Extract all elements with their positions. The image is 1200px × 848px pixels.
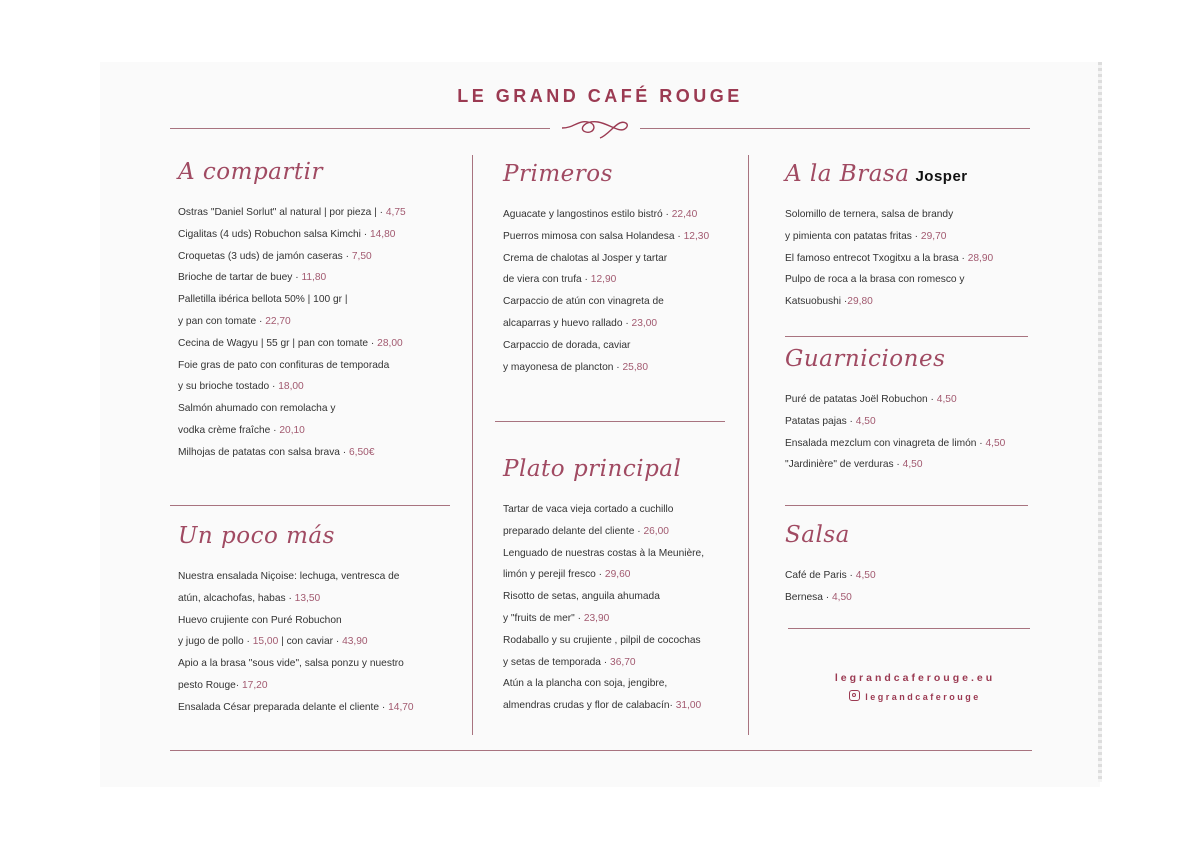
menu-item <box>178 224 406 246</box>
menu-item <box>503 204 709 226</box>
item-text: Carpaccio de atún con vinagreta de <box>503 296 664 308</box>
item-text: Ensalada César preparada delante el cliente · <box>178 701 389 713</box>
section-salsa <box>785 515 876 609</box>
flourish-ornament <box>560 116 634 142</box>
section-rule <box>785 505 1028 506</box>
item-price: 11,80 <box>301 272 327 284</box>
item-price: 13,50 <box>294 592 321 604</box>
item-text: y pan con tomate · <box>178 315 266 327</box>
instagram-text: legrandcaferouge <box>865 692 981 702</box>
item-text: Foie gras de pato con confituras de temporada <box>178 359 390 371</box>
item-text: El famoso entrecot Txogitxu a la brasa · <box>785 252 968 264</box>
menu-item <box>785 433 1005 455</box>
menu-item <box>178 442 406 464</box>
header-rule-right <box>640 128 1030 129</box>
menu-item <box>178 267 406 289</box>
item-price: 29,80 <box>847 296 873 308</box>
menu-item <box>178 289 406 311</box>
item-text: pesto Rouge· <box>178 679 242 691</box>
item-price: 17,20 <box>242 679 268 691</box>
section-rule <box>785 336 1028 337</box>
item-text: y mayonesa de plancton · <box>503 361 623 373</box>
item-price: 31,00 <box>675 700 702 712</box>
item-text: Huevo crujiente con Puré Robuchon <box>178 614 342 626</box>
item-text: Palletilla ibérica bellota 50% | 100 gr | <box>178 294 348 306</box>
item-price: 29,60 <box>604 569 631 581</box>
menu-item <box>785 204 993 226</box>
section-heading: Primeros <box>503 161 613 187</box>
item-text: Cecina de Wagyu | 55 gr | pan con tomate · <box>178 337 378 349</box>
menu-item <box>178 610 414 632</box>
menu-item <box>503 291 709 313</box>
menu-item <box>503 499 704 521</box>
menu-item <box>785 389 1005 411</box>
item-text: preparado delante del cliente · <box>503 525 644 537</box>
item-text: vodka crème fraîche · <box>178 424 280 436</box>
item-text: Puré de patatas Joël Robuchon · <box>785 394 937 405</box>
menu-item <box>178 420 406 442</box>
menu-item <box>503 313 709 335</box>
menu-item <box>178 631 414 653</box>
section-heading: Plato principal <box>503 456 682 482</box>
menu-item <box>503 695 704 717</box>
item-text: Nuestra ensalada Niçoise: lechuga, ventresca de <box>178 571 400 582</box>
menu-item <box>503 521 704 543</box>
menu-item <box>785 454 1005 476</box>
item-text: Patatas pajas · <box>785 415 856 427</box>
item-price: 26,00 <box>643 525 669 537</box>
section-rule <box>495 421 725 422</box>
item-text: Bernesa · <box>785 591 832 603</box>
item-price: 28,00 <box>377 337 403 349</box>
menu-item <box>785 291 993 313</box>
section-primeros <box>503 154 709 378</box>
item-price: 20,10 <box>279 424 305 436</box>
menu-item <box>785 226 993 248</box>
item-price: 23,90 <box>583 612 610 624</box>
section-heading: Un poco más <box>178 523 335 549</box>
item-text: Salmón ahumado con remolacha y <box>178 403 336 415</box>
menu-item <box>178 202 406 224</box>
item-text: Crema de chalotas al Josper y tartar <box>503 252 668 264</box>
item-text: | con caviar · <box>278 636 343 648</box>
section-un-poco-mas <box>178 516 414 719</box>
item-price: 4,50 <box>936 394 957 405</box>
item-price: 14,80 <box>369 228 396 240</box>
item-price: 18,00 <box>278 381 304 393</box>
item-price: 12,90 <box>590 274 617 286</box>
item-text: Cigalitas (4 uds) Robuchon salsa Kimchi · <box>178 228 370 240</box>
section-heading: Guarniciones <box>785 346 946 372</box>
item-text: Brioche de tartar de buey · <box>178 272 302 284</box>
item-price: 25,80 <box>622 361 648 373</box>
section-a-la-brasa <box>785 154 993 313</box>
item-price: 43,90 <box>342 636 368 648</box>
section-plato-principal <box>503 449 704 717</box>
section-heading: Salsa <box>785 522 850 548</box>
item-text: Milhojas de patatas con salsa brava · <box>178 446 350 458</box>
menu-item <box>178 675 414 697</box>
menu-item <box>503 335 709 357</box>
item-text: Apio a la brasa "sous vide", salsa ponzu y nuestro <box>178 658 404 670</box>
menu-item <box>178 246 406 268</box>
column-divider-1 <box>472 155 473 735</box>
menu-item <box>503 652 704 674</box>
item-price: 12,30 <box>683 230 710 242</box>
item-price: 29,70 <box>920 230 947 242</box>
menu-item <box>785 269 993 291</box>
menu-item <box>178 566 414 588</box>
item-text: Solomillo de ternera, salsa de brandy <box>785 209 954 220</box>
website-link[interactable]: legrandcaferouge.eu <box>834 672 996 684</box>
item-price: 36,70 <box>610 656 636 668</box>
item-price: 6,50€ <box>349 446 375 458</box>
instagram-icon <box>849 690 860 701</box>
section-guarniciones <box>785 339 1005 476</box>
menu-item <box>178 653 414 675</box>
menu-item <box>503 586 704 608</box>
menu-item <box>178 376 406 398</box>
josper-logo: Josper <box>915 168 968 185</box>
heading-text: A la Brasa <box>785 161 910 187</box>
menu-item <box>503 673 704 695</box>
item-text: Risotto de setas, anguila ahumada <box>503 591 660 603</box>
menu-item <box>178 355 406 377</box>
menu-item <box>503 564 704 586</box>
item-price: 22,40 <box>671 209 698 220</box>
item-price: 4,50 <box>855 415 876 427</box>
section-rule <box>788 628 1030 629</box>
menu-item <box>178 333 406 355</box>
item-price: 7,50 <box>351 250 372 262</box>
menu-item <box>503 630 704 652</box>
item-text: atún, alcachofas, habas · <box>178 592 295 604</box>
item-text: Carpaccio de dorada, caviar <box>503 339 631 351</box>
menu-item <box>785 248 993 270</box>
menu-item <box>785 411 1005 433</box>
item-price: 4,50 <box>832 591 852 603</box>
item-price: 15,00 <box>252 636 279 648</box>
column-divider-2 <box>748 155 749 735</box>
section-heading: A compartir <box>178 159 323 185</box>
footer-rule <box>170 750 1032 751</box>
item-text: Tartar de vaca vieja cortado a cuchillo <box>503 504 674 515</box>
item-text: Lenguado de nuestras costas à la Meunière, <box>503 547 705 559</box>
item-text: Puerros mimosa con salsa Holandesa · <box>503 230 684 242</box>
header-rule-left <box>170 128 550 129</box>
item-text: y su brioche tostado · <box>178 381 279 393</box>
item-text: y "fruits de mer" · <box>503 612 584 624</box>
item-text: Ensalada mezclum con vinagreta de limón · <box>785 437 986 449</box>
item-text: Ostras "Daniel Sorlut" al natural | por pieza | · <box>178 207 386 218</box>
menu-item <box>785 587 876 609</box>
item-text: alcaparras y huevo rallado · <box>503 317 632 329</box>
item-text: de viera con trufa · <box>503 274 591 286</box>
menu-item <box>503 357 709 379</box>
item-price: 4,50 <box>902 459 923 471</box>
item-text: Atún a la plancha con soja, jengibre, <box>503 678 668 690</box>
item-text: y jugo de pollo · <box>178 636 253 648</box>
item-price: 28,90 <box>967 252 994 264</box>
menu-item <box>178 398 406 420</box>
menu-item <box>785 565 876 587</box>
item-price: 22,70 <box>265 315 291 327</box>
instagram-handle[interactable] <box>790 690 1040 702</box>
menu-item <box>178 311 406 333</box>
item-price: 14,70 <box>388 701 414 713</box>
section-a-compartir <box>178 152 406 464</box>
item-text: Katsuobushi · <box>785 296 848 308</box>
item-text: y pimienta con patatas fritas · <box>785 230 921 242</box>
menu-item <box>178 588 414 610</box>
item-price: 23,00 <box>631 317 658 329</box>
item-text: Rodaballo y su crujiente , pilpil de cocochas <box>503 634 701 646</box>
item-text: "Jardinière" de verduras · <box>785 459 903 471</box>
section-rule <box>170 505 450 506</box>
menu-item <box>503 269 709 291</box>
item-text: Pulpo de roca a la brasa con romesco y <box>785 274 965 286</box>
menu-item <box>503 226 709 248</box>
item-text: almendras crudas y flor de calabacín· <box>503 700 676 712</box>
section-heading <box>785 154 993 194</box>
item-text: y setas de temporada · <box>503 656 611 668</box>
item-text: Croquetas (3 uds) de jamón caseras · <box>178 250 352 262</box>
item-text: Café de Paris · <box>785 570 856 581</box>
menu-item <box>503 608 704 630</box>
scan-edge <box>1098 62 1102 782</box>
item-price: 4,50 <box>855 570 876 581</box>
menu-item <box>503 248 709 270</box>
item-text: Aguacate y langostinos estilo bistró · <box>503 209 672 220</box>
item-price: 4,50 <box>985 437 1006 449</box>
item-price: 4,75 <box>385 207 406 218</box>
item-text: limón y perejil fresco · <box>503 569 605 581</box>
menu-item <box>503 543 704 565</box>
menu-item <box>178 697 414 719</box>
restaurant-title: LE GRAND CAFÉ ROUGE <box>457 86 743 106</box>
